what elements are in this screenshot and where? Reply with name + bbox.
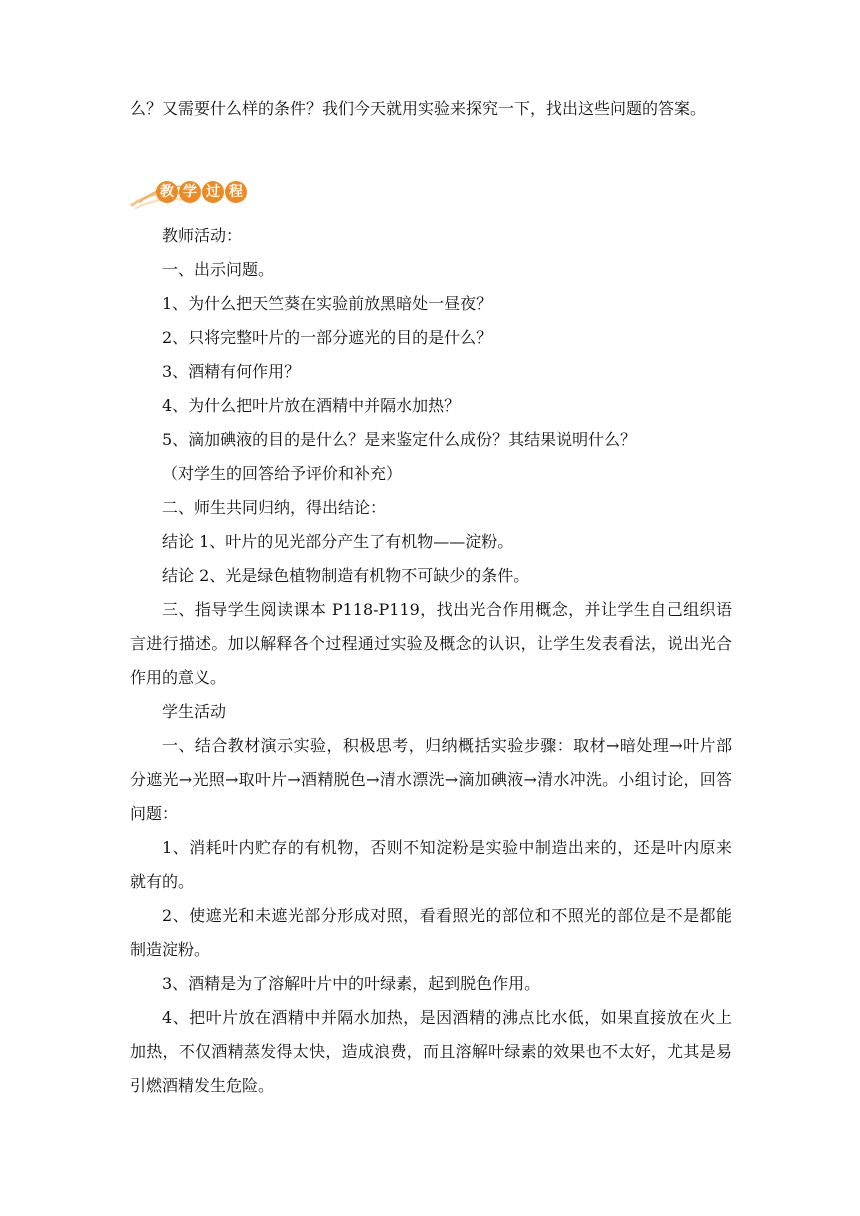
answer-item: 2、使遮光和未遮光部分形成对照，看看照光的部位和不照光的部位是不是都能制造淀粉。 xyxy=(130,906,732,959)
section-header-teaching-process xyxy=(130,175,250,211)
question-item: 2、只将完整叶片的一部分遮光的目的是什么？ xyxy=(162,328,493,347)
teacher-part3-paragraph: 三、指导学生阅读课本 P118-P119，找出光合作用概念，并让学生自己组织语言进行描述。加以解释各个过程通过实验及概念的认识，让学生发表看法，说出光合作用的意义。 xyxy=(130,600,732,687)
teacher-part1-title: 一、出示问题。 xyxy=(162,260,275,279)
answer-item: 4、把叶片放在酒精中并隔水加热，是因酒精的沸点比水低，如果直接放在火上加热，不仅酒精蒸发得太快，造成浪费，而且溶解叶绿素的效果也不太好，尤其是易引燃酒精发生危险。 xyxy=(130,1008,732,1095)
question-item: 4、为什么把叶片放在酒精中并隔水加热？ xyxy=(162,396,461,415)
question-item: 1、为什么把天竺葵在实验前放黑暗处一昼夜？ xyxy=(162,294,493,313)
student-activity-heading: 学生活动 xyxy=(162,702,227,721)
student-part1-paragraph: 一、结合教材演示实验，积极思考，归纳概括实验步骤：取材→暗处理→叶片部分遮光→光照→取叶片→酒精脱色→清水漂洗→滴加碘液→清水冲洗。小组讨论，回答问题： xyxy=(130,736,732,823)
intro-paragraph-tail: 么？又需要什么样的条件？我们今天就用实验来探究一下，找出这些问题的答案。 xyxy=(130,99,707,118)
teacher-activity-heading: 教师活动： xyxy=(162,226,243,245)
question-item: 3、酒精有何作用？ xyxy=(162,362,301,381)
section-header-char: 程 xyxy=(225,181,247,203)
section-header-char: 学 xyxy=(179,181,201,203)
conclusion-item: 结论 2、光是绿色植物制造有机物不可缺少的条件。 xyxy=(162,566,530,585)
conclusion-item: 结论 1、叶片的见光部分产生了有机物——淀粉。 xyxy=(162,532,514,551)
section-header-char: 教 xyxy=(156,181,178,203)
answer-item: 1、消耗叶内贮存的有机物，否则不知淀粉是实验中制造出来的，还是叶内原来就有的。 xyxy=(130,838,732,891)
question-item: 5、滴加碘液的目的是什么？是来鉴定什么成份？其结果说明什么？ xyxy=(162,430,637,449)
answer-item: 3、酒精是为了溶解叶片中的叶绿素，起到脱色作用。 xyxy=(162,974,541,993)
teacher-part2-title: 二、师生共同归纳，得出结论： xyxy=(162,498,387,517)
feedback-note: （对学生的回答给予评价和补充） xyxy=(162,464,403,483)
section-header-char: 过 xyxy=(202,181,224,203)
